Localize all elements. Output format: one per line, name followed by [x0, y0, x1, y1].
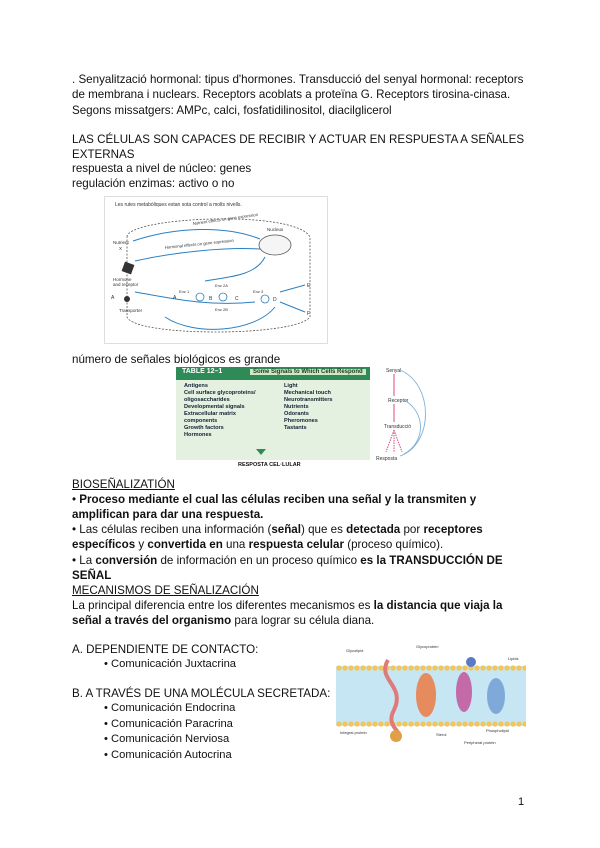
phospholipid-head: [504, 721, 509, 726]
phospholipid-head: [342, 721, 347, 726]
section-a-list: [104, 657, 236, 673]
table-cell: Odorants: [284, 411, 309, 417]
phospholipid-head: [438, 665, 443, 670]
flow-signal-label: Senyal: [386, 368, 402, 374]
table-cell: Hormones: [184, 432, 212, 438]
list-item: • Comunicación Paracrina: [104, 717, 235, 733]
phospholipid-head: [480, 665, 485, 670]
table-cell: Antigens: [184, 383, 208, 389]
metabolite-c: C: [235, 296, 239, 302]
table-column-1: [184, 383, 256, 439]
phospholipid-head: [456, 665, 461, 670]
phospholipid-head: [516, 665, 521, 670]
hormone-receptor-shape: [122, 262, 135, 275]
integral-protein-shape: [416, 673, 436, 717]
nutrient-label: Nutrient: [113, 240, 129, 245]
phospholipid-head: [438, 721, 443, 726]
page-number: 1: [518, 796, 525, 808]
phospholipid-head: [360, 665, 365, 670]
phospholipid-label: Phospholipid: [486, 728, 509, 733]
bio-bullet-1-text: Proceso mediante el cual las células reciben una señal y la transmiten y amplifican para dar una respuesta.: [72, 493, 477, 522]
b2-receptores: receptores específicos: [72, 523, 483, 552]
phospholipid-head: [516, 721, 521, 726]
metabolite-a: A: [173, 295, 177, 301]
glycolipid-label: Glycolipid: [346, 648, 364, 653]
phospholipid-head: [354, 665, 359, 670]
phospholipid-head: [486, 665, 491, 670]
b2-convertida: convertida en: [147, 538, 223, 552]
list-item: • Comunicación Autocrina: [104, 748, 235, 764]
phospholipid-head: [378, 665, 383, 670]
nutrient-x-label: X: [119, 246, 123, 251]
phospholipid-head: [342, 665, 347, 670]
metabolic-control-figure: [104, 196, 328, 344]
b3-pre: La: [79, 554, 96, 567]
sterol-label: Sterol: [436, 732, 447, 737]
list-item: • Comunicación Juxtacrina: [104, 657, 236, 673]
enz2a-label: Enz 2A: [215, 283, 228, 288]
enz3-label: Enz 3: [253, 289, 264, 294]
phospholipid-head: [462, 665, 467, 670]
phospholipid-head: [366, 721, 371, 726]
metabolite-d: D: [273, 297, 277, 303]
table-title: Some Signals to Which Cells Respond: [250, 369, 366, 375]
peripheral-protein-label: Peripheral protein: [464, 740, 496, 745]
mech-p-bold: la distancia que viaja la señal a través del organismo: [72, 599, 503, 628]
table-header-bar: [176, 367, 380, 380]
intro-heading: LAS CÉLULAS SON CAPACES DE RECIBIR Y ACTUAR EN RESPUESTA A SEÑALES EXTERNAS: [72, 133, 525, 162]
phospholipid-head: [336, 721, 341, 726]
flow-transduction-label: Transducció: [384, 424, 412, 430]
and-receptor-label: and receptor: [113, 282, 139, 287]
table-cell: Light: [284, 383, 298, 389]
phospholipid-head: [468, 721, 473, 726]
b2-detectada: detectada: [346, 523, 401, 536]
flow-receptor-label: Receptor: [388, 398, 409, 404]
signals-line: número de señales biológicos es grande: [72, 353, 281, 366]
b2-mid3: y: [135, 538, 148, 552]
phospholipid-head: [480, 721, 485, 726]
phospholipid-head: [396, 721, 401, 726]
metabolite-b: B: [209, 296, 213, 302]
phospholipid-head: [504, 665, 509, 670]
table-cell: Extracellular matrix: [184, 411, 236, 417]
phospholipid-head: [378, 721, 383, 726]
section-a-heading: A. DEPENDIENTE DE CONTACTO:: [72, 643, 259, 656]
integral-protein-shape-3: [487, 678, 505, 714]
bio-bullet-1: • Proceso mediante el cual las células reciben una señal y la transmiten y amplifican para dar una respuesta.: [72, 493, 477, 522]
phospholipid-head: [414, 721, 419, 726]
b3-conversion: conversión: [95, 554, 158, 567]
nucleus-shape: [259, 235, 291, 255]
table-cell: Nutrients: [284, 404, 309, 410]
nucleus-label: Nucleus: [267, 227, 284, 232]
enz2b-label: Enz 2B: [215, 307, 228, 312]
phospholipid-head: [426, 665, 431, 670]
phospholipid-head: [390, 665, 395, 670]
glycoprotein-label: Glycoprotein: [416, 644, 439, 649]
table-cell: Pheromones: [284, 418, 318, 424]
table-cell: Growth factors: [184, 425, 224, 431]
b2-mid1: ) que es: [300, 523, 347, 536]
integral-protein-label: Integral protein: [340, 730, 367, 735]
phospholipid-head: [444, 721, 449, 726]
table-column-2: [284, 383, 333, 432]
section-b-heading: B. A TRAVÉS DE UNA MOLÉCULA SECRETADA:: [72, 687, 331, 700]
b2-senal: señal: [271, 523, 301, 536]
phospholipid-head: [426, 721, 431, 726]
signal-flow-figure: [370, 364, 436, 464]
mech-p-pre: La principal diferencia entre los diferentes mecanismos es: [72, 599, 374, 612]
list-item: • Comunicación Endocrina: [104, 701, 235, 717]
phospholipid-head: [432, 721, 437, 726]
phospholipid-head: [420, 721, 425, 726]
intro-line-enzymes: regulación enzimas: activo o no: [72, 177, 235, 190]
bio-bullet-2: • Las células reciben una información (señal) que es detectada por receptores específicos y convertida en una respuesta celular (proceso químico).: [72, 523, 483, 552]
nutrient-effects-label: Nutrient effects on gene expression: [192, 211, 259, 226]
table-cell: Neurotransmitters: [284, 397, 333, 403]
section-b-list: [104, 701, 235, 763]
integral-protein-shape-2: [456, 672, 472, 712]
table-cell: components: [184, 418, 218, 424]
phospholipid-head: [402, 665, 407, 670]
table-cell: Tastants: [284, 425, 307, 431]
transporter-label: Transporter: [119, 308, 143, 313]
flow-response-label: Resposta: [376, 456, 398, 462]
phospholipid-head: [456, 721, 461, 726]
b2-respuesta: respuesta celular: [248, 538, 344, 552]
phospholipid-head: [486, 721, 491, 726]
phospholipid-head: [432, 665, 437, 670]
phospholipid-head: [372, 721, 377, 726]
phospholipid-head: [492, 665, 497, 670]
phospholipid-head: [444, 665, 449, 670]
phospholipid-head: [474, 721, 479, 726]
phospholipid-head: [408, 721, 413, 726]
phospholipid-head: [384, 721, 389, 726]
response-arrow: [256, 449, 266, 455]
b2-post: (proceso químico).: [343, 538, 444, 552]
transporter-shape: [124, 296, 130, 302]
header-paragraph: . Senyalització hormonal: tipus d'hormones. Transducció del senyal hormonal: receptors de membrana i nuclears. Receptors acoblats a proteïna G. Receptors tirosina-cinasa. Segons missatgers: AMPc, calci, fosfatidilinositol, diacilglicerol: [72, 73, 524, 117]
b2-pre: Las células reciben una información (: [79, 523, 272, 536]
phospholipid-head: [396, 665, 401, 670]
phospholipid-head: [414, 665, 419, 670]
signals-table-figure: [176, 367, 380, 460]
mech-p-post: para lograr su célula diana.: [231, 614, 375, 628]
enz1-label: Enz 1: [179, 289, 190, 294]
phospholipid-head: [462, 721, 467, 726]
b3-mid: de información en un proceso químico: [157, 554, 361, 567]
phospholipid-head: [366, 665, 371, 670]
bio-bullet-3: • La conversión de información en un proceso químico es la TRANSDUCCIÓN DE SEÑAL: [72, 554, 503, 583]
table-id: TABLE 12–1: [182, 368, 223, 375]
phospholipid-head: [474, 665, 479, 670]
table-cell: Cell surface glycoproteins/: [184, 390, 256, 396]
phospholipid-head: [492, 721, 497, 726]
intro-line-genes: respuesta a nivel de núcleo: genes: [72, 162, 252, 175]
phospholipid-head: [336, 665, 341, 670]
phospholipid-head: [450, 721, 455, 726]
phospholipid-head: [510, 721, 515, 726]
phospholipid-head: [348, 721, 353, 726]
phospholipid-head: [498, 721, 503, 726]
phospholipid-head: [354, 721, 359, 726]
b3-bold: es la TRANSDUCCIÓN DE SEÑAL: [72, 554, 503, 583]
phospholipid-head: [510, 665, 515, 670]
table-cell: Mechanical touch: [284, 390, 331, 396]
metabolite-e: E: [307, 283, 311, 289]
phospholipid-head: [372, 665, 377, 670]
b2-mid4: una: [222, 538, 249, 552]
hormonal-effects-label: Hormonal effects on gene expression: [164, 237, 235, 250]
table-response-label: RESPOSTA CEL·LULAR: [238, 462, 301, 468]
metabolite-a-outer: A: [111, 295, 115, 301]
table-cell: Developmental signals: [184, 404, 245, 410]
phospholipid-head: [450, 665, 455, 670]
hormone-label: Hormone: [113, 277, 132, 282]
phospholipid-head: [402, 721, 407, 726]
phospholipid-head: [498, 665, 503, 670]
phospholipid-head: [420, 665, 425, 670]
list-item: • Comunicación Nerviosa: [104, 732, 235, 748]
phospholipid-head: [348, 665, 353, 670]
membrane-figure: [336, 640, 526, 752]
phospholipid-head: [408, 665, 413, 670]
lipids-label: Lipids: [508, 656, 519, 661]
b2-mid2: por: [400, 523, 424, 536]
figure1-caption: Les rutes metabòliques estan sota control a molts nivells.: [115, 202, 242, 208]
mech-paragraph: [72, 598, 534, 629]
metabolite-f: F: [307, 311, 311, 317]
bio-heading: BIOSEÑALIZATIÓN: [72, 478, 175, 491]
table-cell: oligosaccharides: [184, 397, 230, 403]
phospholipid-head: [360, 721, 365, 726]
mech-heading: MECANISMOS DE SEÑALIZACIÓN: [72, 584, 259, 597]
